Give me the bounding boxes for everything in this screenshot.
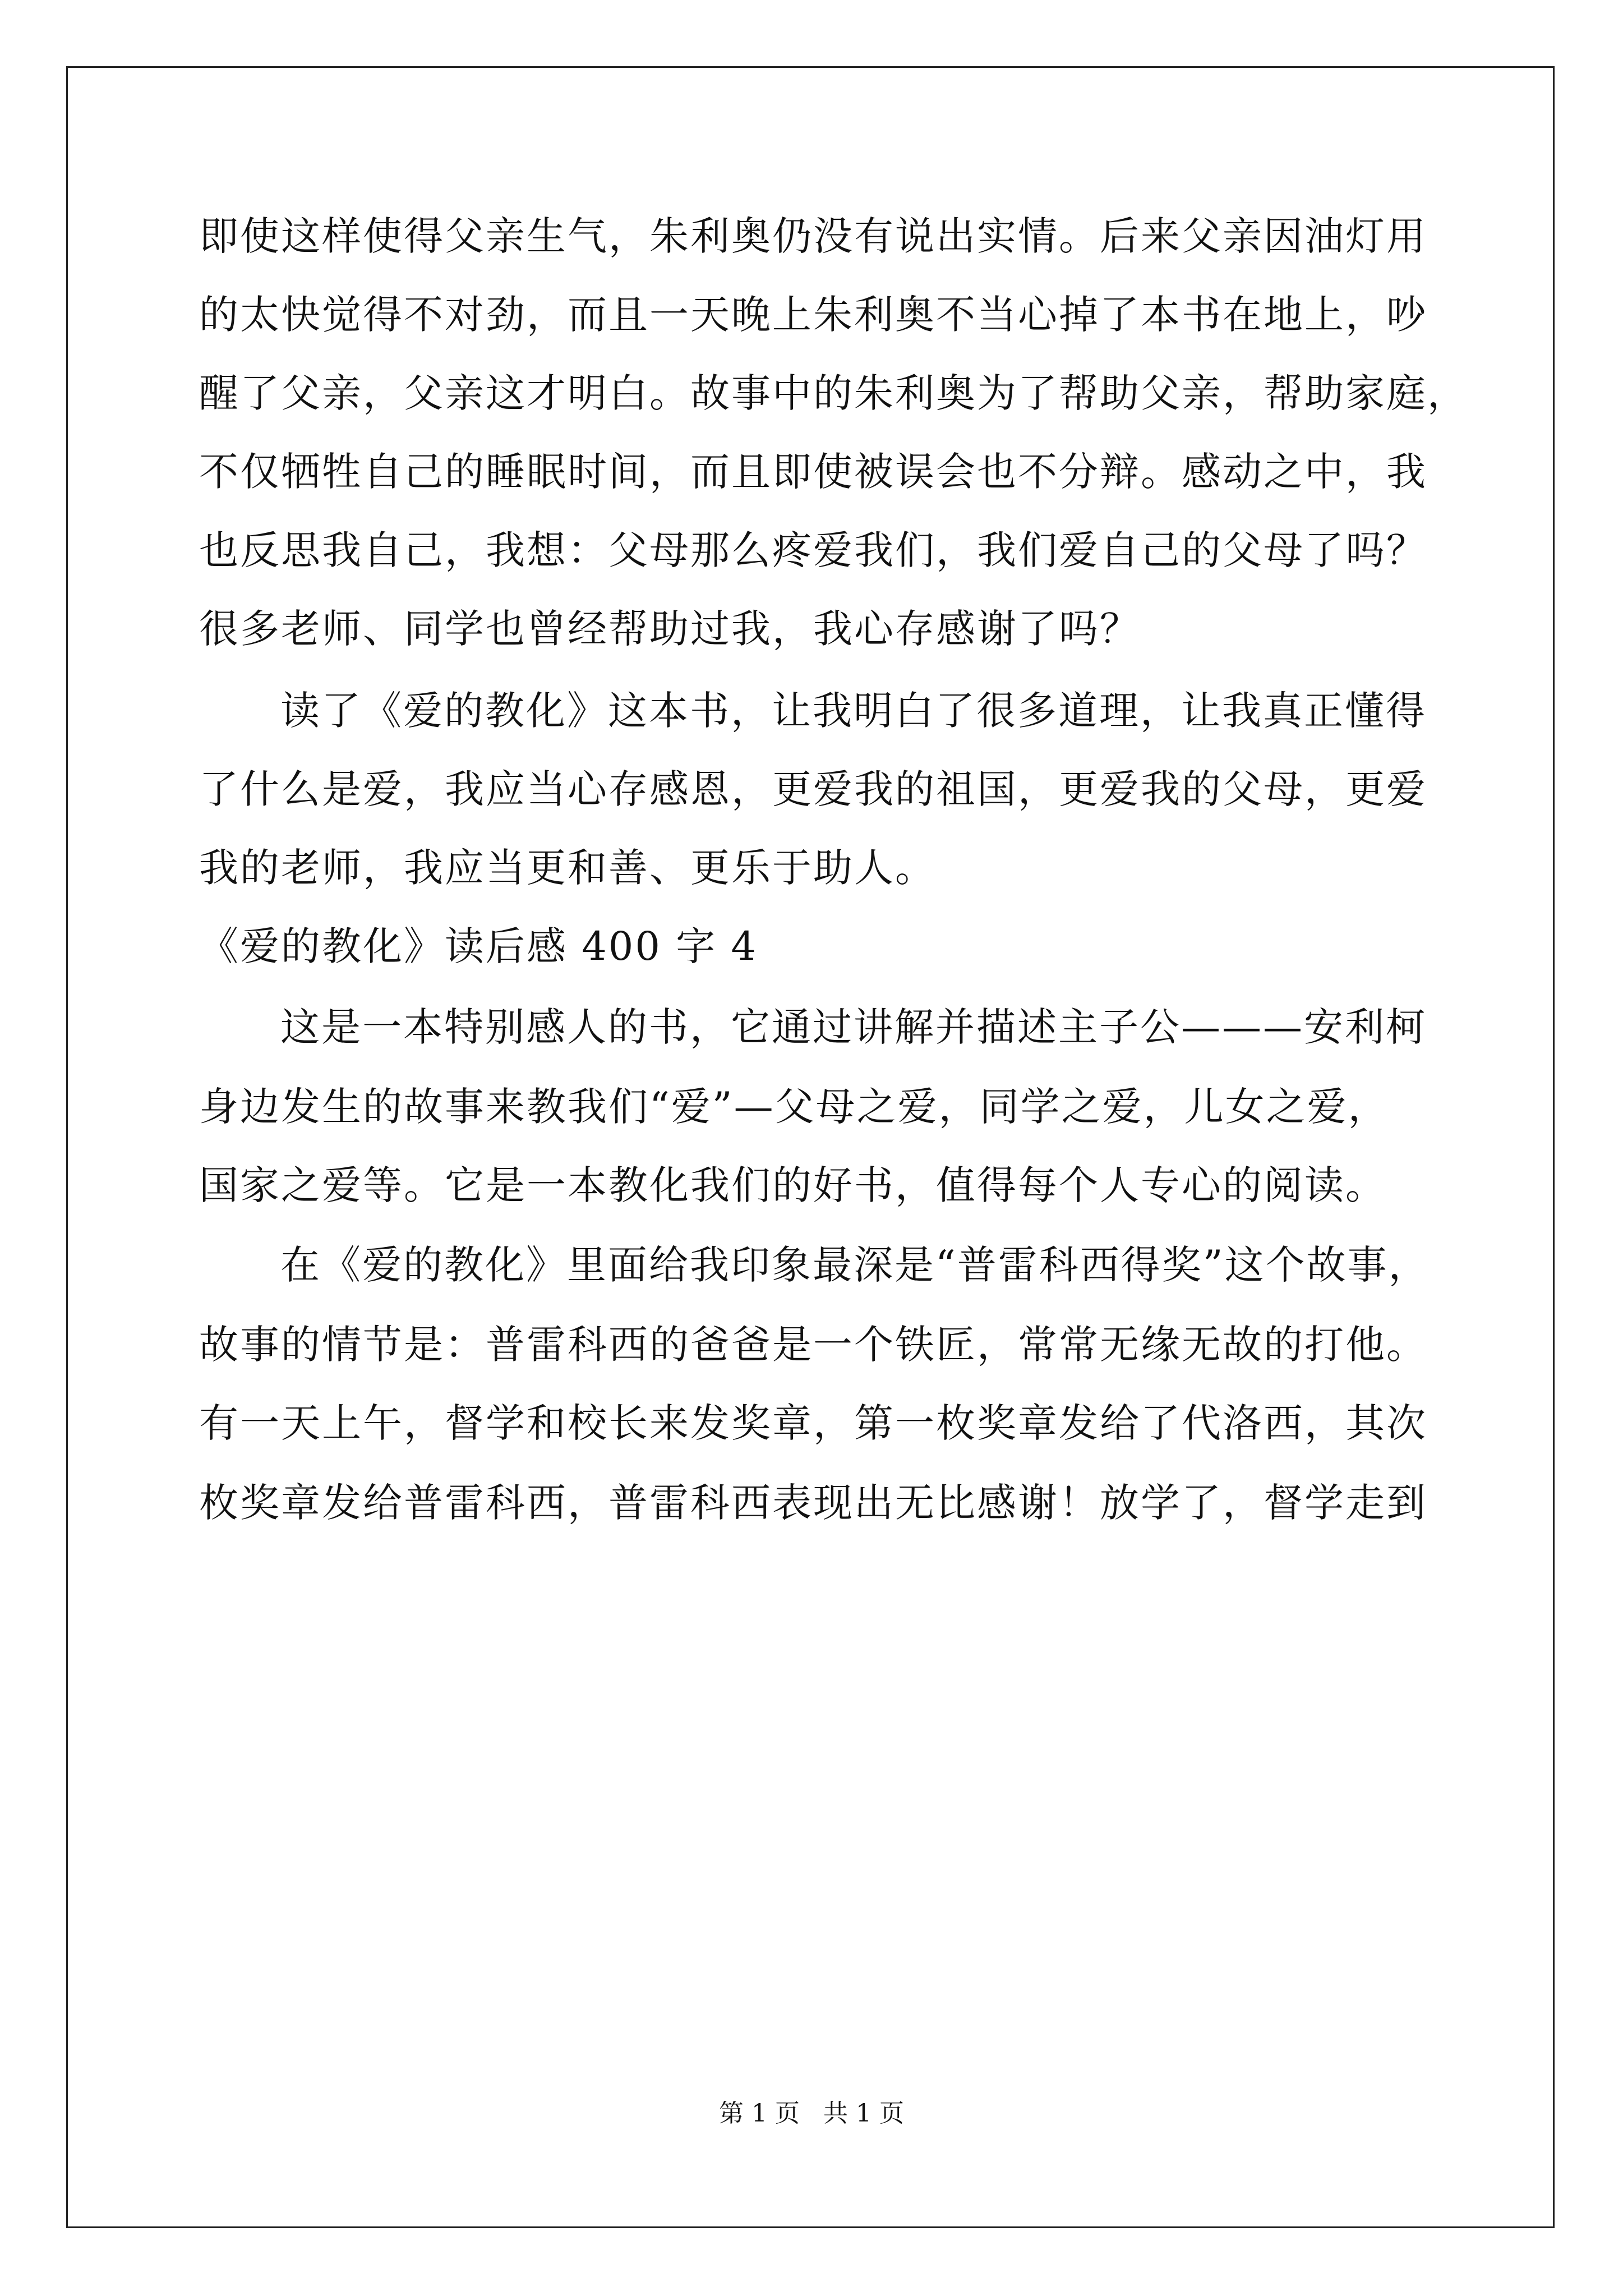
paragraph-start-line: 这是一本特别感人的书，它通过讲解并描述主子公———安利柯 (280, 1004, 1427, 1050)
text-line: 故事的情节是：普雷科西的爸爸是一个铁匠，常常无缘无故的打他。 (199, 1322, 1427, 1368)
section-heading: 《爱的教化》读后感 400 字 4 (199, 923, 758, 969)
text-line: 的太快觉得不对劲，而且一天晚上朱利奥不当心掉了本书在地上，吵 (199, 292, 1427, 338)
text-line: 醒了父亲，父亲这才明白。故事中的朱利奥为了帮助父亲，帮助家庭， (199, 370, 1468, 416)
text-line: 有一天上午，督学和校长来发奖章，第一枚奖章发给了代洛西，其次 (199, 1400, 1427, 1446)
page-footer: 第 1 页 共 1 页 (719, 2099, 904, 2128)
paragraph-start-line: 在《爱的教化》里面给我印象最深是“普雷科西得奖”这个故事， (280, 1242, 1430, 1288)
text-line: 我的老师，我应当更和善、更乐于助人。 (199, 845, 936, 891)
text-line: 身边发生的故事来教我们“爱”—父母之爱，同学之爱，儿女之爱， (199, 1084, 1389, 1130)
text-line: 即使这样使得父亲生气，朱利奥仍没有说出实情。后来父亲因油灯用 (199, 213, 1427, 259)
text-line: 不仅牺牲自己的睡眠时间，而且即使被误会也不分辩。感动之中，我 (199, 449, 1427, 495)
text-line: 了什么是爱，我应当心存感恩，更爱我的祖国，更爱我的父母，更爱 (199, 766, 1427, 812)
text-line: 很多老师、同学也曾经帮助过我，我心存感谢了吗？ (199, 606, 1141, 652)
text-line: 也反思我自己，我想：父母那么疼爱我们，我们爱自己的父母了吗？ (199, 527, 1427, 573)
text-line: 国家之爱等。它是一本教化我们的好书，值得每个人专心的阅读。 (199, 1162, 1386, 1208)
paragraph-start-line: 读了《爱的教化》这本书，让我明白了很多道理，让我真正懂得 (280, 688, 1427, 734)
text-line: 枚奖章发给普雷科西，普雷科西表现出无比感谢！放学了，督学走到 (199, 1480, 1427, 1526)
